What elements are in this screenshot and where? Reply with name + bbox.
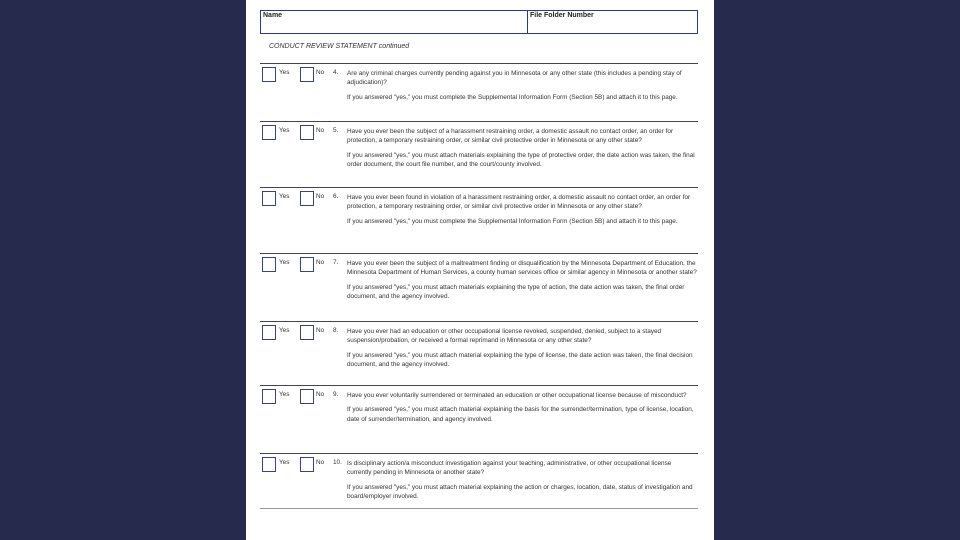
question-text: Is disciplinary action/a misconduct investigation against your teaching, administrative, or other occupational license currently pending in Minnesota or another state?: [347, 460, 672, 477]
yes-label: Yes: [279, 327, 290, 334]
question-number: 7.: [333, 259, 339, 266]
bottom-rule: [260, 508, 698, 509]
question-number: 5.: [333, 127, 339, 134]
no-checkbox[interactable]: [300, 457, 314, 472]
question-text-block: [347, 193, 697, 231]
question-text-block: [347, 259, 697, 306]
no-label: No: [316, 259, 325, 266]
question-text-block: [347, 69, 697, 107]
yes-label: Yes: [279, 459, 290, 466]
instruction-text: If you answered "yes," you must attach materials explaining the type of protective order, the date action was taken, the final order document, the court file number, and the court/county involved.: [347, 151, 695, 168]
no-checkbox[interactable]: [300, 389, 314, 404]
question-number: 8.: [333, 327, 339, 334]
yes-checkbox[interactable]: [262, 457, 276, 472]
yes-checkbox[interactable]: [262, 125, 276, 140]
header-box: [260, 10, 698, 34]
yes-label: Yes: [279, 391, 290, 398]
section-title: CONDUCT REVIEW STATEMENT continued: [269, 43, 410, 50]
instruction-text: If you answered "yes," you must complete the Supplemental Information Form (Section 5B) and attach it to this page.: [347, 93, 678, 101]
no-checkbox[interactable]: [300, 325, 314, 340]
question-text: Are any criminal charges currently pending against you in Minnesota or any other state (this includes a pending stay of adjudication)?: [347, 70, 682, 87]
yes-checkbox[interactable]: [262, 257, 276, 272]
file-folder-number-field[interactable]: File Folder Number: [530, 12, 594, 19]
instruction-text: If you answered "yes," you must attach materials explaining the type of action, the date action was taken, the final order document, and the agency involved.: [347, 283, 685, 300]
question-5: [260, 121, 698, 186]
instruction-text: If you answered "yes," you must attach material explaining the action or charges, location, date, status of investigation and board/employer involved.: [347, 483, 693, 500]
form-page: [246, 0, 714, 540]
question-text-block: [347, 127, 697, 174]
no-label: No: [316, 69, 325, 76]
question-8: [260, 321, 698, 384]
name-field[interactable]: Name: [263, 12, 283, 19]
instruction-text: If you answered "yes," you must complete the Supplemental Information Form (Section 5B) and attach it to this page.: [347, 217, 678, 225]
question-text-block: [347, 459, 697, 506]
question-text-block: [347, 327, 697, 374]
yes-checkbox[interactable]: [262, 191, 276, 206]
yes-label: Yes: [279, 259, 290, 266]
instruction-text: If you answered "yes," you must attach material explaining the basis for the surrender/termination, type of license, location, date of surrender/termination, and agency involved.: [347, 406, 694, 423]
no-checkbox[interactable]: [300, 191, 314, 206]
no-checkbox[interactable]: [300, 67, 314, 82]
question-text: Have you ever been found in violation of a harassment restraining order, a domestic assault no contact order, an order for protection, a temporary restraining order, or similar civil protective order in Minnesota or any other state?: [347, 194, 691, 211]
instruction-text: If you answered "yes," you must attach material explaining the type of license, the date action was taken, the final decision document, and the agency involved.: [347, 351, 693, 368]
question-6: [260, 187, 698, 252]
question-9: [260, 385, 698, 454]
question-number: 9.: [333, 391, 339, 398]
no-label: No: [316, 327, 325, 334]
no-label: No: [316, 193, 325, 200]
question-text: Have you ever had an education or other occupational license revoked, suspended, denied, subject to a stayed suspension/probation, or received a formal reprimand in Minnesota or any other state?: [347, 328, 662, 345]
no-checkbox[interactable]: [300, 257, 314, 272]
yes-checkbox[interactable]: [262, 325, 276, 340]
header-divider: [527, 11, 528, 33]
question-number: 10.: [333, 459, 342, 466]
question-text-block: [347, 391, 697, 429]
no-checkbox[interactable]: [300, 125, 314, 140]
yes-label: Yes: [279, 127, 290, 134]
yes-label: Yes: [279, 193, 290, 200]
question-number: 4.: [333, 69, 339, 76]
yes-label: Yes: [279, 69, 290, 76]
no-label: No: [316, 127, 325, 134]
question-text: Have you ever been the subject of a harassment restraining order, a domestic assault no contact order, an order for protection, a temporary restraining order, or similar civil protective order in Minnesota or any other state?: [347, 128, 674, 145]
yes-checkbox[interactable]: [262, 389, 276, 404]
question-text: Have you ever voluntarily surrendered or terminated an education or other occupational license because of misconduct?: [347, 392, 687, 399]
no-label: No: [316, 391, 325, 398]
question-4: [260, 63, 698, 124]
question-7: [260, 253, 698, 320]
question-10: [260, 453, 698, 508]
no-label: No: [316, 459, 325, 466]
question-text: Have you ever been the subject of a maltreatment finding or disqualification by the Minnesota Department of Education, the Minnesota Department of Human Services, a county human services office or similar agency in Minnesota or another state?: [347, 260, 697, 277]
yes-checkbox[interactable]: [262, 67, 276, 82]
question-number: 6.: [333, 193, 339, 200]
